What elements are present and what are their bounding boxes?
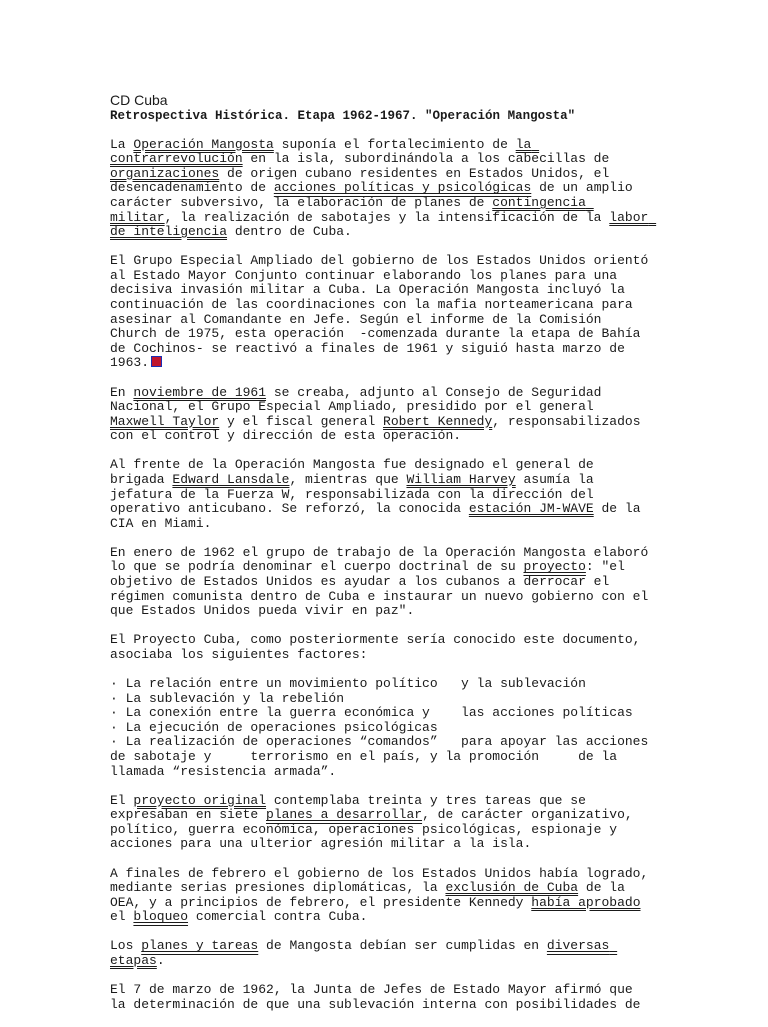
text: : "el objetivo de Estados Unidos es ayudar a los cubanos a derrocar el régimen comunista dentro de Cuba e instaurar un nuevo gobierno con el que Estados Unidos pueda vivir en paz". [110, 559, 657, 619]
list-item: · La relación entre un movimiento político y la sublevación [110, 676, 586, 691]
text: y el fiscal general [219, 413, 384, 429]
document-title: Retrospectiva Histórica. Etapa 1962-1967. "Operación Mangosta" [110, 109, 576, 123]
text: La [110, 136, 134, 152]
text: asumía la jefatura de la Fuerza W, responsabilizada con la dirección del operativo anticubano. Se reforzó, la conocida [110, 471, 602, 517]
text: El [110, 792, 134, 808]
link-proyecto-original[interactable]: proyecto original [133, 792, 267, 808]
link-operacion-mangosta[interactable]: Operación Mangosta [133, 136, 274, 152]
text: Al frente de la Operación Mangosta fue designado el general de brigada [110, 457, 602, 487]
paragraph-10 [110, 983, 650, 1012]
text: A finales de febrero el gobierno de los Estados Unidos había logrado, mediante serias presiones diplomáticas, la [110, 865, 657, 896]
footnote-icon[interactable] [151, 356, 162, 367]
link-maxwell-taylor[interactable]: Maxwell Taylor [110, 413, 220, 429]
list-item: · La ejecución de operaciones psicológicas [110, 719, 438, 735]
link-acciones-politicas[interactable]: acciones políticas y psicológicas [273, 180, 532, 196]
link-edward-lansdale[interactable]: Edward Lansdale [172, 471, 290, 487]
text: de un amplio carácter subversivo, la elaboración de planes de [110, 180, 641, 210]
link-bloqueo[interactable]: bloqueo [133, 909, 189, 925]
list-item: · La realización de operaciones “comandos” para apoyar las acciones de sabotaje y terrorismo en el país, y la promoción de la llamada “resistencia armada”. [110, 734, 657, 779]
text: , mientras que [289, 471, 407, 487]
text: El Proyecto Cuba, como posteriormente sería conocido este documento, asociaba los siguientes factores: [110, 632, 649, 662]
paragraph-1 [110, 136, 657, 240]
text: dentro de Cuba. [227, 224, 352, 240]
text: en la isla, subordinándola a los cabecillas de [242, 151, 618, 167]
text: el [110, 894, 649, 925]
text: El Grupo Especial Ampliado del gobierno de los Estados Unidos orientó al Estado Mayor Conjunto continuar elaborando los planes para una decisiva invasión militar a Cuba. La Operación Mangosta incluyó la continuación de las coordinaciones con la mafia norteamericana para asesinar al Comandante en Jefe. Según el informe de la Comisión Church de 1975, esta operación -comenzada durante la etapa de Bahía de Cochinos- se reactivó a finales de 1961 y siguió hasta marzo de 1963. [110, 253, 657, 371]
link-planes-a-desarrollar[interactable]: planes a desarrollar [266, 807, 423, 823]
link-proyecto[interactable]: proyecto [523, 559, 586, 575]
paragraph-3 [110, 386, 650, 444]
text: suponía el fortalecimiento de [273, 136, 516, 152]
paragraph-8 [110, 865, 657, 925]
link-planes-y-tareas[interactable]: planes y tareas [141, 938, 259, 954]
paragraph-9 [110, 939, 650, 968]
paragraph-5 [110, 544, 657, 619]
text: de la CIA en Miami. [110, 501, 649, 531]
text: El 7 de marzo de 1962, la Junta de Jefes de Estado Mayor afirmó que la determinación de que una sublevación interna con posibilidades de [110, 982, 641, 1012]
paragraph-4 [110, 458, 650, 531]
link-william-harvey[interactable]: William Harvey [406, 471, 516, 487]
link-estacion-jm-wave[interactable]: estación JM-WAVE [468, 501, 594, 517]
doc-label: CD Cuba [110, 92, 168, 108]
link-organizaciones[interactable]: organizaciones [110, 165, 220, 181]
text: de Mangosta debían ser cumplidas en [258, 938, 547, 954]
text: Los [110, 938, 142, 954]
factor-list [110, 676, 657, 779]
document-body [110, 92, 657, 1027]
link-labor-de-inteligencia[interactable]: labor de inteligencia [110, 209, 657, 240]
text: comercial contra Cuba. [188, 909, 368, 925]
text: , de carácter organizativo, político, guerra económica, operaciones psicológicas, espionaje y acciones para una ulterior agresión militar a la isla. [110, 807, 641, 852]
text: de origen cubano residentes en Estados Unidos, el desencadenamiento de [110, 165, 618, 196]
text: En [110, 384, 134, 400]
text: . [156, 953, 165, 968]
paragraph-6 [110, 633, 650, 662]
paragraph-2 [110, 253, 657, 371]
list-item: · La conexión entre la guerra económica y las acciones políticas [110, 705, 633, 721]
link-exclusion-de-cuba[interactable]: exclusión de Cuba [445, 880, 579, 896]
list-item: · La sublevación y la rebelión [110, 690, 345, 706]
paragraph-7 [110, 794, 650, 852]
text: , responsabilizados con el control y dirección de esta operación. [110, 413, 649, 444]
link-noviembre-1961[interactable]: noviembre de 1961 [133, 384, 267, 400]
text: de la OEA, y a principios de febrero, el presidente Kennedy [110, 880, 633, 910]
text: contemplaba treinta y tres tareas que se expresaban en siete [110, 792, 594, 823]
link-habia-aprobado[interactable]: había aprobado [531, 894, 641, 910]
text: En enero de 1962 el grupo de trabajo de la Operación Mangosta elaboró lo que se podría denominar el cuerpo doctrinal de su [110, 544, 657, 575]
link-contingencia-militar[interactable]: contingencia militar [110, 194, 594, 225]
text: se creaba, adjunto al Consejo de Seguridad Nacional, el Grupo Especial Ampliado, presidido por el general [110, 384, 610, 415]
link-robert-kennedy[interactable]: Robert Kennedy [383, 413, 493, 429]
link-diversas-etapas[interactable]: diversas etapas [110, 938, 618, 968]
link-la-contrarrevolucion[interactable]: la contrarrevolución [110, 136, 540, 167]
text: , la realización de sabotajes y la intensificación de la [164, 209, 610, 225]
